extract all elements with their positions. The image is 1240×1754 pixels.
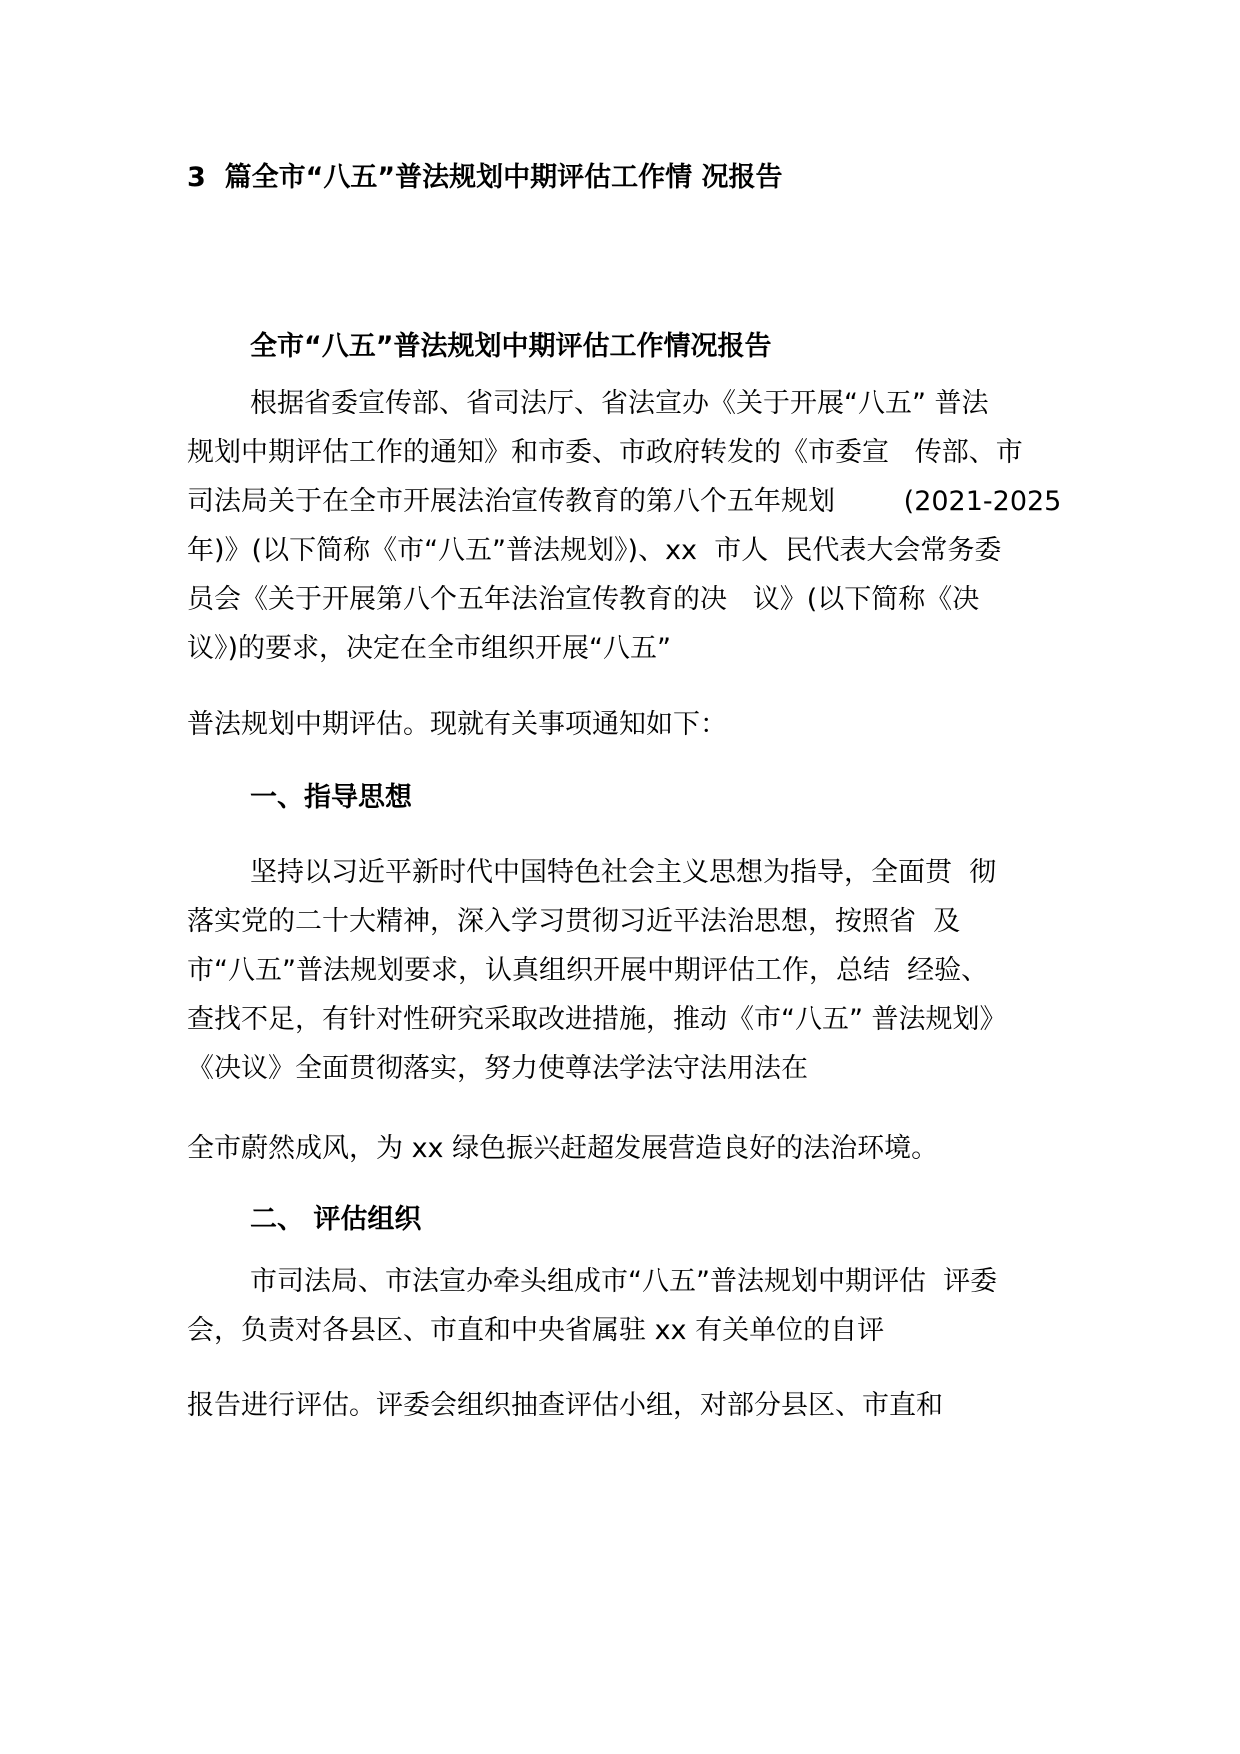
paragraph-line: 会，负责对各县区、市直和中央省属驻 xx 有关单位的自评 [187,1315,885,1346]
paragraph-line: 规划中期评估工作的通知》和市委、市政府转发的《市委宣 传部、市 [187,437,1023,468]
paragraph-line: 市“八五”普法规划要求，认真组织开展中期评估工作，总结 经验、 [187,955,989,986]
paragraph-line: 报告进行评估。评委会组织抽查评估小组，对部分县区、市直和 [187,1390,943,1421]
paragraph-line: 市司法局、市法宣办牵头组成市“八五”普法规划中期评估 评委 [250,1266,998,1297]
paragraph-line: 坚持以习近平新时代中国特色社会主义思想为指导，全面贯 彻 [250,857,997,888]
paragraph-line: 司法局关于在全市开展法治宣传教育的第八个五年规划 (2021-2025 [187,486,1062,517]
paragraph-line: 议》)的要求，决定在全市组织开展“八五” [187,633,672,664]
report-title: 全市“八五”普法规划中期评估工作情况报告 [250,331,772,362]
paragraph-line: 员会《关于开展第八个五年法治宣传教育的决 议》(以下简称《决 [187,584,980,615]
document-title: 3 篇全市“八五”普法规划中期评估工作情 况报告 [187,162,783,193]
section-heading: 二、 评估组织 [250,1204,422,1235]
paragraph-line: 根据省委宣传部、省司法厅、省法宣办《关于开展“八五” 普法 [250,388,989,419]
paragraph-line: 普法规划中期评估。现就有关事项通知如下： [187,709,727,740]
paragraph-line: 《决议》全面贯彻落实，努力使尊法学法守法用法在 [187,1053,808,1084]
paragraph-line: 落实党的二十大精神，深入学习贯彻习近平法治思想，按照省 及 [187,906,961,937]
paragraph-line: 年)》(以下简称《市“八五”普法规划》)、xx 市人 民代表大会常务委 [187,535,1002,566]
section-heading: 一、指导思想 [250,782,412,813]
paragraph-line: 全市蔚然成风，为 xx 绿色振兴赶超发展营造良好的法治环境。 [187,1133,939,1164]
paragraph-line: 查找不足，有针对性研究采取改进措施，推动《市“八五” 普法规划》 [187,1004,1007,1035]
